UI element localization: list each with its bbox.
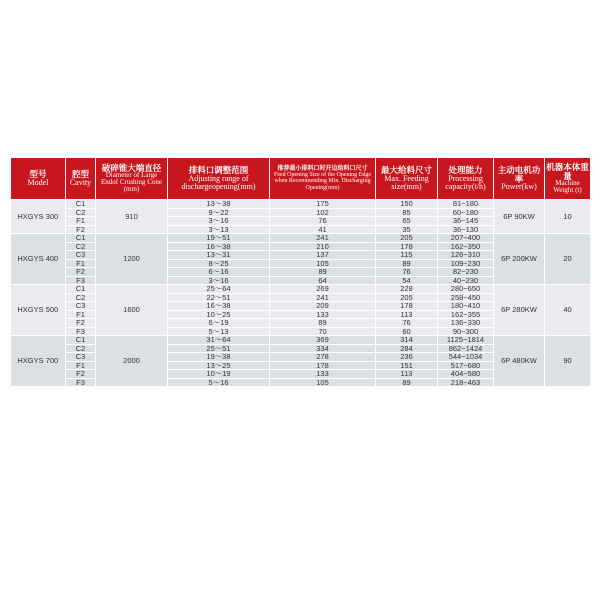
capacity-cell: 60~180 [438, 208, 494, 217]
table-row [11, 336, 591, 345]
max-feed-cell: 35 [376, 225, 438, 234]
diameter-cell: 1600 [96, 285, 168, 336]
capacity-cell: 280~650 [438, 285, 494, 294]
range-cell: 13～25 [168, 361, 270, 370]
capacity-cell: 162~355 [438, 310, 494, 319]
feed-opening-cell: 178 [270, 361, 376, 370]
header-max-feed-en: Max. Feeding size(mm) [384, 173, 429, 191]
cavity-cell: C3 [66, 353, 96, 362]
table-row [11, 234, 591, 243]
feed-opening-cell: 105 [270, 378, 376, 386]
max-feed-cell: 314 [376, 336, 438, 345]
header-cavity-cn: 腔型 [71, 169, 89, 180]
spec-table [10, 157, 591, 386]
cavity-cell: C3 [66, 251, 96, 260]
header-feed-opening-cn: 推荐最小排料口时开边给料口尺寸 [277, 166, 368, 173]
cavity-cell: C2 [66, 208, 96, 217]
weight-cell: 10 [545, 200, 591, 234]
range-cell: 13～38 [168, 200, 270, 209]
range-cell: 8～25 [168, 259, 270, 268]
header-weight [545, 158, 591, 200]
header-capacity-cn: 处理能力 [448, 165, 483, 176]
max-feed-cell: 76 [376, 319, 438, 328]
range-cell: 10～25 [168, 310, 270, 319]
feed-opening-cell: 133 [270, 310, 376, 319]
range-cell: 5～13 [168, 327, 270, 336]
cavity-cell: C3 [66, 302, 96, 311]
range-cell: 9～22 [168, 208, 270, 217]
cavity-cell: F2 [66, 268, 96, 277]
max-feed-cell: 54 [376, 276, 438, 285]
diameter-cell: 2000 [96, 336, 168, 387]
header-power-cn: 主动电机功率 [497, 165, 541, 184]
capacity-cell: 404~580 [438, 370, 494, 379]
header-diameter-cn: 破碎锥大端直径 [101, 162, 162, 173]
model-group [11, 200, 591, 234]
capacity-cell: 136~330 [438, 319, 494, 328]
cavity-cell: F3 [66, 327, 96, 336]
max-feed-cell: 85 [376, 208, 438, 217]
cavity-cell: C1 [66, 336, 96, 345]
feed-opening-cell: 89 [270, 319, 376, 328]
cavity-cell: F1 [66, 310, 96, 319]
range-cell: 25～64 [168, 285, 270, 294]
cavity-cell: F1 [66, 217, 96, 226]
max-feed-cell: 236 [376, 353, 438, 362]
cavity-cell: C2 [66, 242, 96, 251]
range-cell: 6～16 [168, 268, 270, 277]
capacity-cell: 36~130 [438, 225, 494, 234]
max-feed-cell: 115 [376, 251, 438, 260]
capacity-cell: 517~680 [438, 361, 494, 370]
max-feed-cell: 89 [376, 378, 438, 386]
max-feed-cell: 228 [376, 285, 438, 294]
model-group [11, 285, 591, 336]
feed-opening-cell: 241 [270, 234, 376, 243]
capacity-cell: 258~450 [438, 293, 494, 302]
feed-opening-cell: 89 [270, 268, 376, 277]
header-model-en: Model [27, 177, 49, 187]
capacity-cell: 40~230 [438, 276, 494, 285]
capacity-cell: 90~300 [438, 327, 494, 336]
weight-cell: 20 [545, 234, 591, 285]
header-capacity [438, 158, 494, 200]
max-feed-cell: 60 [376, 327, 438, 336]
range-cell: 3～13 [168, 225, 270, 234]
cavity-cell: C1 [66, 200, 96, 209]
power-cell: 6P 480KW [494, 336, 545, 387]
range-cell: 3～16 [168, 276, 270, 285]
range-cell: 5～16 [168, 378, 270, 386]
cavity-cell: F2 [66, 225, 96, 234]
header-cavity [66, 158, 96, 200]
power-cell: 6P 90KW [494, 200, 545, 234]
feed-opening-cell: 241 [270, 293, 376, 302]
header-model-cn: 型号 [29, 169, 47, 180]
range-cell: 19～51 [168, 234, 270, 243]
feed-opening-cell: 133 [270, 370, 376, 379]
max-feed-cell: 89 [376, 259, 438, 268]
capacity-cell: 36~145 [438, 217, 494, 226]
model-cell: HXGYS 400 [11, 234, 66, 285]
feed-opening-cell: 76 [270, 217, 376, 226]
cavity-cell: C2 [66, 293, 96, 302]
capacity-cell: 218~463 [438, 378, 494, 386]
table-header [11, 158, 591, 200]
feed-opening-cell: 269 [270, 285, 376, 294]
header-feed-opening-en: Feed Opening Size of the Opening Edge when Recommending Min. Discharging Opening(mm) [274, 172, 371, 191]
cavity-cell: C1 [66, 234, 96, 243]
header-max-feed [376, 158, 438, 200]
feed-opening-cell: 70 [270, 327, 376, 336]
capacity-cell: 109~230 [438, 259, 494, 268]
range-cell: 25～51 [168, 344, 270, 353]
max-feed-cell: 205 [376, 293, 438, 302]
capacity-cell: 862~1424 [438, 344, 494, 353]
header-max-feed-cn: 最大给料尺寸 [380, 165, 432, 176]
range-cell: 19～38 [168, 353, 270, 362]
range-cell: 3～16 [168, 217, 270, 226]
range-cell: 16～38 [168, 242, 270, 251]
model-cell: HXGYS 300 [11, 200, 66, 234]
header-range-en: Adjusting range of dischargeopening(mm) [181, 173, 256, 191]
cavity-cell: C1 [66, 285, 96, 294]
header-weight-en: Machine Weight (t) [553, 179, 582, 194]
capacity-cell: 126~310 [438, 251, 494, 260]
model-group [11, 336, 591, 387]
header-power-en: Power(kw) [501, 182, 537, 191]
max-feed-cell: 284 [376, 344, 438, 353]
weight-cell: 40 [545, 285, 591, 336]
feed-opening-cell: 369 [270, 336, 376, 345]
capacity-cell: 162~350 [438, 242, 494, 251]
range-cell: 31～64 [168, 336, 270, 345]
header-diameter [96, 158, 168, 200]
diameter-cell: 910 [96, 200, 168, 234]
header-cavity-en: Cavity [69, 177, 92, 187]
max-feed-cell: 150 [376, 200, 438, 209]
header-feed-opening [270, 158, 376, 200]
cavity-cell: F1 [66, 361, 96, 370]
header-power [494, 158, 545, 200]
capacity-cell: 544~1034 [438, 353, 494, 362]
model-cell: HXGYS 500 [11, 285, 66, 336]
feed-opening-cell: 210 [270, 242, 376, 251]
cavity-cell: C2 [66, 344, 96, 353]
feed-opening-cell: 64 [270, 276, 376, 285]
cavity-cell: F2 [66, 319, 96, 328]
cavity-cell: F2 [66, 370, 96, 379]
feed-opening-cell: 41 [270, 225, 376, 234]
capacity-cell: 82~230 [438, 268, 494, 277]
weight-cell: 90 [545, 336, 591, 387]
max-feed-cell: 178 [376, 242, 438, 251]
power-cell: 6P 200KW [494, 234, 545, 285]
table-row [11, 285, 591, 294]
capacity-cell: 207~400 [438, 234, 494, 243]
range-cell: 22～51 [168, 293, 270, 302]
model-cell: HXGYS 700 [11, 336, 66, 387]
feed-opening-cell: 105 [270, 259, 376, 268]
header-range [168, 158, 270, 200]
capacity-cell: 81~180 [438, 200, 494, 209]
range-cell: 6～19 [168, 319, 270, 328]
max-feed-cell: 151 [376, 361, 438, 370]
feed-opening-cell: 137 [270, 251, 376, 260]
max-feed-cell: 205 [376, 234, 438, 243]
feed-opening-cell: 209 [270, 302, 376, 311]
range-cell: 13～31 [168, 251, 270, 260]
feed-opening-cell: 102 [270, 208, 376, 217]
diameter-cell: 1200 [96, 234, 168, 285]
feed-opening-cell: 334 [270, 344, 376, 353]
cavity-cell: F3 [66, 378, 96, 386]
max-feed-cell: 65 [376, 217, 438, 226]
max-feed-cell: 76 [376, 268, 438, 277]
max-feed-cell: 113 [376, 310, 438, 319]
capacity-cell: 1125~1814 [438, 336, 494, 345]
range-cell: 10～19 [168, 370, 270, 379]
header-range-cn: 排料口调整范围 [188, 165, 249, 176]
range-cell: 16～38 [168, 302, 270, 311]
max-feed-cell: 178 [376, 302, 438, 311]
power-cell: 6P 280KW [494, 285, 545, 336]
cavity-cell: F3 [66, 276, 96, 285]
table-row [11, 200, 591, 209]
feed-opening-cell: 278 [270, 353, 376, 362]
cavity-cell: F1 [66, 259, 96, 268]
max-feed-cell: 113 [376, 370, 438, 379]
feed-opening-cell: 175 [270, 200, 376, 209]
model-group [11, 234, 591, 285]
capacity-cell: 180~410 [438, 302, 494, 311]
header-capacity-en: Processing capacity(t/h) [445, 173, 486, 191]
header-weight-cn: 机器本体重量 [546, 162, 589, 181]
header-model [11, 158, 66, 200]
header-diameter-en: Diameter of Large Endof Crushing Cone (mm) [100, 171, 163, 194]
